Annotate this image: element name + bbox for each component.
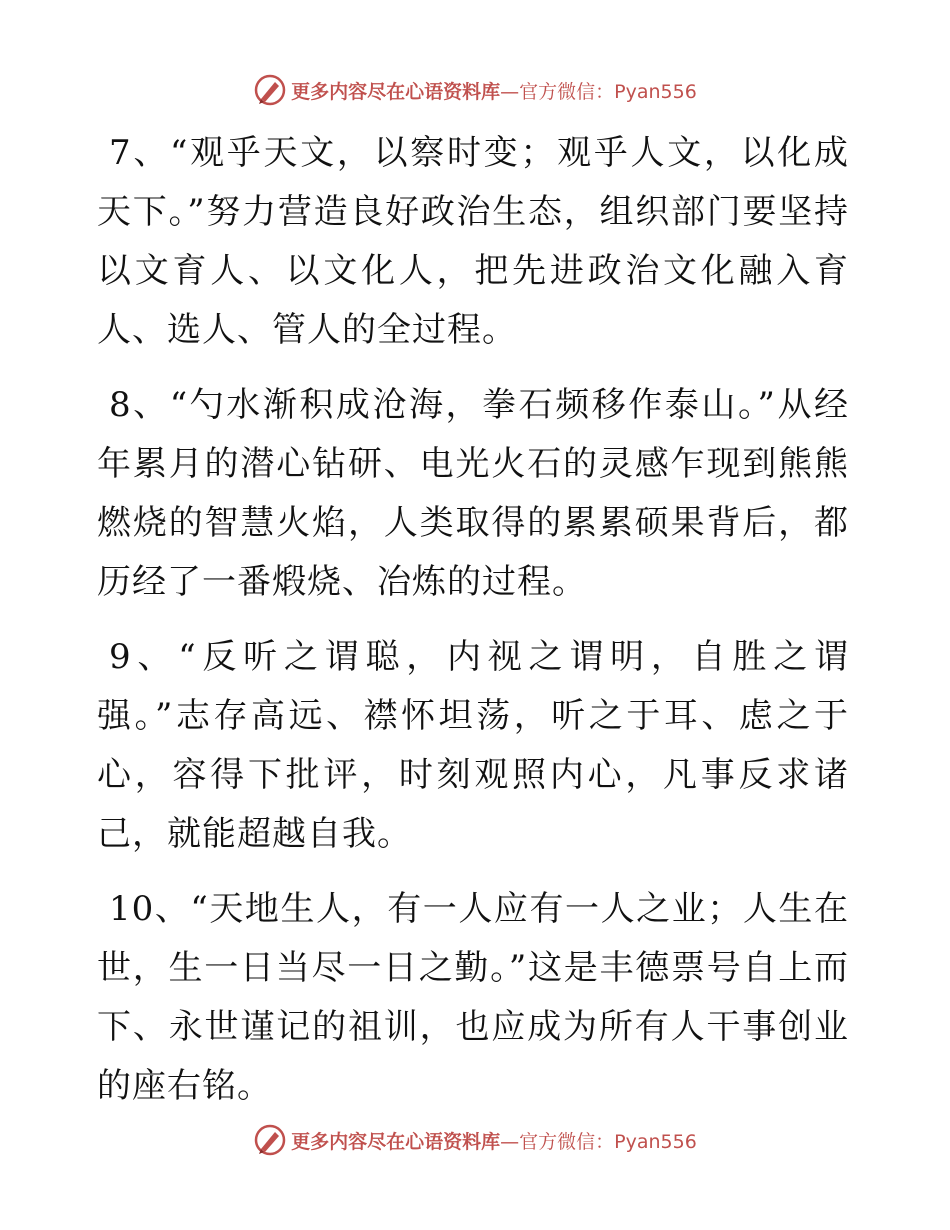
paragraph-number: 10、 <box>109 889 191 929</box>
watermark-text <box>291 77 697 104</box>
header-watermark <box>0 70 950 110</box>
document-body <box>97 124 849 1132</box>
paragraph-10 <box>97 880 849 1116</box>
paragraph-text: “反听之谓聪，内视之谓明，自胜之谓强。”志存高远、襟怀坦荡，听之于耳、虑之于心，容得下批评，时刻观照内心，凡事反求诸己，就能超越自我。 <box>97 637 849 854</box>
pen-logo-icon <box>253 1123 287 1157</box>
paragraph-number: 9、 <box>109 637 179 677</box>
watermark-tail: —官方微信：Pyan556 <box>500 1130 697 1153</box>
paragraph-number: 8、 <box>109 385 170 425</box>
watermark-lead: 更多内容尽在心语资料库 <box>291 80 501 103</box>
paragraph-8 <box>97 376 849 612</box>
paragraph-9 <box>97 628 849 864</box>
paragraph-7 <box>97 124 849 360</box>
footer-watermark <box>0 1120 950 1160</box>
watermark-lead: 更多内容尽在心语资料库 <box>291 1130 501 1153</box>
watermark-tail: —官方微信：Pyan556 <box>500 80 697 103</box>
watermark-text <box>291 1127 697 1154</box>
paragraph-text: “天地生人，有一人应有一人之业；人生在世，生一日当尽一日之勤。”这是丰德票号自上而下、永世谨记的祖训，也应成为所有人干事创业的座右铭。 <box>97 889 849 1106</box>
pen-logo-icon <box>253 73 287 107</box>
paragraph-text: “观乎天文，以察时变；观乎人文，以化成天下。”努力营造良好政治生态，组织部门要坚持以文育人、以文化人，把先进政治文化融入育人、选人、管人的全过程。 <box>97 133 849 350</box>
paragraph-text: “勺水渐积成沧海，拳石频移作泰山。”从经年累月的潜心钻研、电光火石的灵感乍现到熊熊燃烧的智慧火焰，人类取得的累累硕果背后，都历经了一番煅烧、冶炼的过程。 <box>97 385 850 602</box>
paragraph-number: 7、 <box>109 133 171 173</box>
